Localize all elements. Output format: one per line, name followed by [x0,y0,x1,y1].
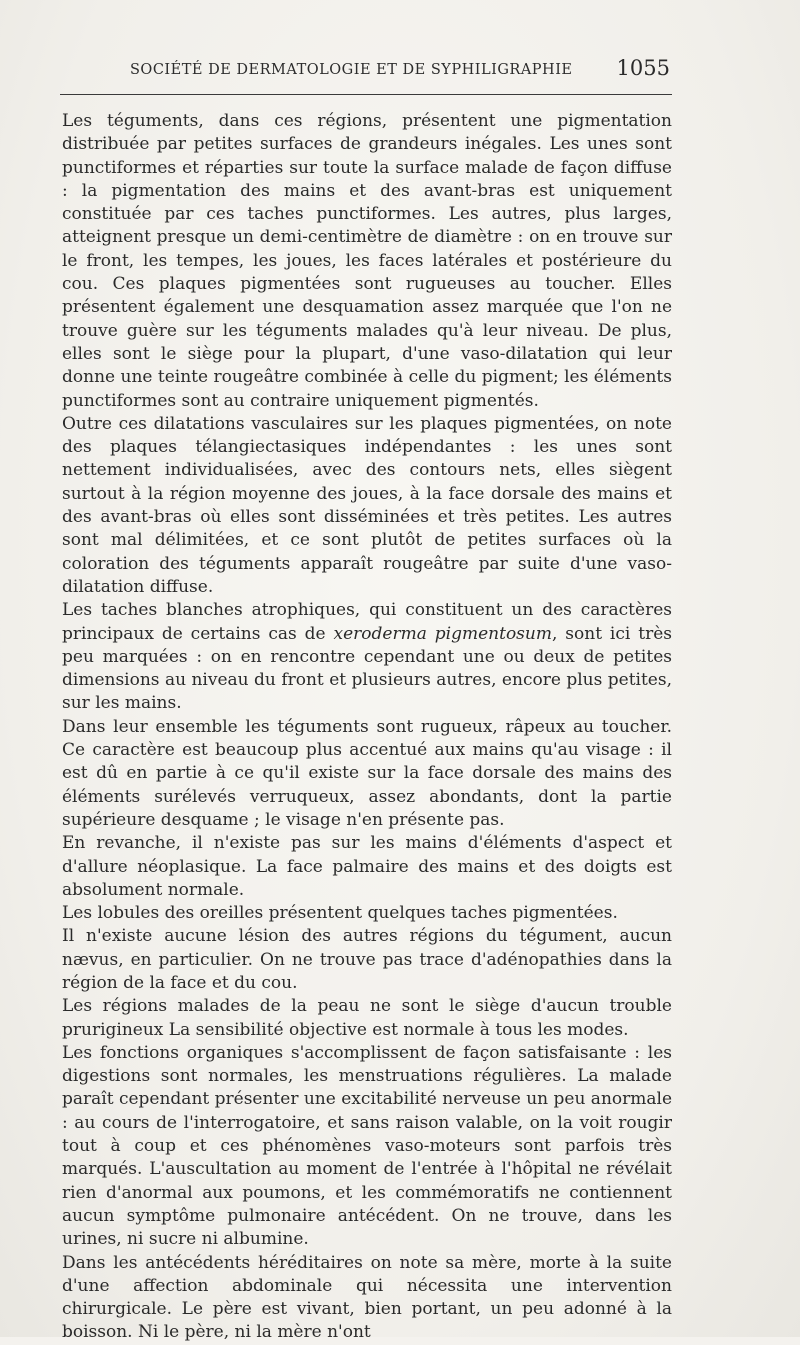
paragraph: Outre ces dilatations vasculaires sur les plaques pigmentées, on note des plaques télangiectasiques indépendantes : les unes sont nettement individualisées, avec des contours nets, elles siègent surtout à la région moyenne des joues, à la face dorsale des mains et des avant-bras où elles sont disséminées et très petites. Les autres sont mal délimitées, et ce sont plutôt de petites surfaces où la coloration des téguments apparaît rougeâtre par suite d'une vaso-dilatation diffuse. [62,413,672,597]
paragraph: Les téguments, dans ces régions, présentent une pigmentation distribuée par petites surfaces de grandeurs inégales. Les unes sont punctiformes et réparties sur toute la surface malade de façon diffuse : la pigmentation des mains et des avant-bras est uniquement constituée par ces taches punctiformes. Les autres, plus larges, atteignent presque un demi-centimètre de diamètre : on en trouve sur le front, les tempes, les joues, les faces latérales et postérieure du cou. Ces plaques pigmentées sont rugueuses au toucher. Elles présentent également une desquamation assez marquée que l'on ne trouve guère sur les téguments malades qu'à leur niveau. De plus, elles sont le siège pour la plupart, d'une vaso-dilatation qui leur donne une teinte rougeâtre combinée à celle du pigment; les éléments punctiformes sont au contraire uniquement pigmentés. [62,111,672,411]
page-number: 1055 [616,56,670,80]
paragraph: Les régions malades de la peau ne sont le siège d'aucun trouble prurigineux La sensibilité objective est normale à tous les modes. [62,996,672,1040]
running-head [60,58,670,86]
paragraph: Dans leur ensemble les téguments sont rugueux, râpeux au toucher. Ce caractère est beaucoup plus accentué aux mains qu'au visage : il est dû en partie à ce qu'il existe sur la face dorsale des mains des éléments surélevés verruqueux, assez abondants, dont la partie supérieure desquame ; le visage n'en présente pas. [62,716,672,830]
paragraph-text: Les taches blanches atrophiques, qui constituent un des caractères principaux de certains cas de [62,600,672,644]
paragraph: Dans les antécédents héréditaires on note sa mère, morte à la suite d'une affection abdominale qui nécessita une intervention chirurgicale. Le père est vivant, bien portant, un peu adonné à la boisson. Ni le père, ni la mère n'ont [62,1252,672,1343]
body-text [62,110,672,1345]
journal-title: SOCIÉTÉ DE DERMATOLOGIE ET DE SYPHILIGRAPHIE [130,62,573,78]
paragraph: En revanche, il n'existe pas sur les mains d'éléments d'aspect et d'allure néoplasique. La face palmaire des mains et des doigts est absolument normale. [62,833,672,900]
italic-term: xeroderma pigmentosum [333,623,552,644]
paragraph: Il n'existe aucune lésion des autres régions du tégument, aucun nævus, en particulier. On ne trouve pas trace d'adénopathies dans la région de la face et du cou. [62,926,672,993]
paragraph: Les lobules des oreilles présentent quelques taches pigmentées. [62,903,618,924]
header-rule [60,94,672,95]
paragraph [62,599,672,715]
paragraph: Les fonctions organiques s'accomplissent de façon satisfaisante : les digestions sont normales, les menstruations régulières. La malade paraît cependant présenter une excitabilité nerveuse un peu anormale : au cours de l'interrogatoire, et sans raison valable, on la voit rougir tout à coup et ces phénomènes vaso-moteurs sont parfois très marqués. L'auscultation au moment de l'entrée à l'hôpital ne révélait rien d'anormal aux poumons, et les commémoratifs ne contiennent aucun symptôme pulmonaire antécédent. On ne trouve, dans les urines, ni sucre ni albumine. [62,1042,673,1250]
paragraph-text: , sont ici très peu marquées : on en rencontre cependant une ou deux de petites dimensions au niveau du front et plusieurs autres, encore plus petites, sur les mains. [62,623,672,714]
